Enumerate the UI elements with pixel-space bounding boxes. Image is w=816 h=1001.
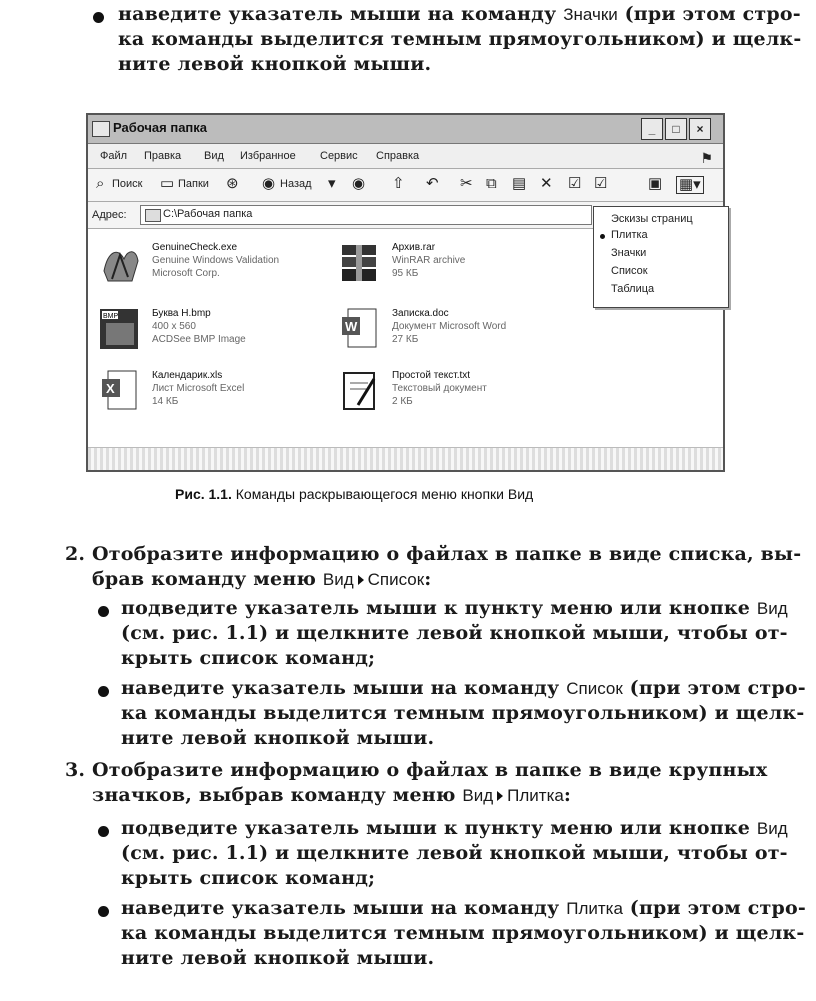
back-button[interactable]: Назад	[280, 178, 312, 190]
folders-button[interactable]: Папки	[178, 178, 209, 190]
menu-item-icons[interactable]: Значки	[611, 247, 647, 259]
item-3-bullet-2: наведите указатель мыши на команду Плитка (при этом стро- ка команды выделится темным прямоугольником) и щелк- ните левой кнопкой мыши.	[121, 897, 806, 969]
window-title: Рабочая папка	[113, 120, 208, 135]
item-3-bullet-1: подведите указатель мыши к пункту меню или кнопке Вид (см. рис. 1.1) и щелкните левой кнопкой мыши, чтобы от- крыть список команд;	[121, 817, 788, 889]
close-button[interactable]: ×	[689, 118, 711, 140]
file-area: GenuineCheck.exe Genuine Windows Validation Microsoft Corp. Архив.rar WinRAR archive 95 КБ BMP Буква Н.bmp 400 x 560 ACDSee BMP Image W Записка.doc Документ Microsoft Word 27 КБ X Календарик.xls Лист Microsoft Excel 14 КБ Простой текст.txt Текстовый документ 2 КБ	[88, 229, 723, 470]
svg-text:BMP: BMP	[103, 313, 119, 320]
check-icon[interactable]: ☑	[594, 175, 608, 192]
search-icon: ⌕	[96, 175, 105, 192]
maximize-button[interactable]: □	[665, 118, 687, 140]
bullet	[98, 906, 109, 917]
folders-icon: ▭	[160, 175, 175, 192]
back-icon: ◉	[262, 175, 276, 192]
bmp-icon	[98, 307, 142, 353]
windows-logo-icon: ⚑	[700, 150, 713, 166]
item-2-text: 2. Отобразите информацию о файлах в папке в виде списка, вы- брав команду меню Вид Список:	[65, 543, 802, 590]
map-drive-icon[interactable]: ▣	[648, 175, 663, 192]
bullet	[98, 606, 109, 617]
txt-icon	[338, 369, 382, 415]
chevron-down-icon[interactable]: ▾	[328, 175, 336, 192]
undo-icon[interactable]: ↶	[426, 175, 439, 192]
status-strip	[88, 447, 723, 470]
folder-icon	[145, 209, 161, 222]
menu-item-tiles[interactable]: Плитка	[611, 229, 648, 241]
svg-text:X: X	[106, 381, 115, 396]
bullet	[93, 12, 104, 23]
toolbar	[88, 169, 723, 202]
history-icon[interactable]: ⊛	[226, 175, 239, 192]
menu-edit[interactable]: Правка	[144, 150, 182, 162]
address-label: Адрес:	[92, 209, 127, 221]
figure-caption: Рис. 1.1. Команды раскрывающегося меню кнопки Вид	[175, 486, 534, 502]
title-bar	[88, 115, 723, 144]
arrow-right-icon	[358, 575, 364, 585]
explorer-window	[86, 113, 725, 472]
copy-icon[interactable]: ⧉	[486, 175, 497, 192]
menu-item-list[interactable]: Список	[611, 265, 648, 277]
menu-help[interactable]: Справка	[376, 150, 420, 162]
top-bullet-text: наведите указатель мыши на команду Значки (при этом стро- ка команды выделится темным прямоугольником) и щелк- ните левой кнопкой мыши.	[118, 3, 802, 75]
address-input[interactable]	[140, 205, 592, 225]
properties-icon[interactable]: ☑	[568, 175, 582, 192]
menu-bar	[88, 144, 723, 169]
arrow-right-icon	[497, 791, 503, 801]
bullet	[98, 686, 109, 697]
rar-icon	[338, 241, 382, 287]
menu-item-details[interactable]: Таблица	[611, 283, 655, 295]
menu-item-thumbnails[interactable]: Эскизы страниц	[611, 213, 693, 225]
exe-icon	[98, 241, 142, 287]
forward-icon[interactable]: ◉	[352, 175, 366, 192]
menu-tools[interactable]: Сервис	[320, 150, 358, 162]
address-value: C:\Рабочая папка	[163, 208, 253, 220]
up-folder-icon[interactable]: ⇧	[392, 175, 405, 192]
bullet	[98, 826, 109, 837]
minimize-button[interactable]: _	[641, 118, 663, 140]
xls-icon	[98, 369, 142, 415]
menu-favorites[interactable]: Избранное	[240, 150, 296, 162]
views-button-icon[interactable]: ▦▾	[676, 176, 704, 194]
paste-icon[interactable]: ▤	[512, 175, 527, 192]
item-3-text: 3. Отобразите информацию о файлах в папке в виде крупных значков, выбрав команду меню Вид Плитка:	[65, 759, 768, 806]
item-2-bullet-2: наведите указатель мыши на команду Список (при этом стро- ка команды выделится темным прямоугольником) и щелк- ните левой кнопкой мыши.	[121, 677, 806, 749]
delete-icon[interactable]: ✕	[540, 175, 553, 192]
menu-file[interactable]: Файл	[100, 150, 128, 162]
selected-dot-icon	[600, 234, 605, 239]
folder-icon	[92, 121, 110, 137]
doc-icon	[338, 307, 382, 353]
item-2-bullet-1: подведите указатель мыши к пункту меню или кнопке Вид (см. рис. 1.1) и щелкните левой кнопкой мыши, чтобы от- крыть список команд;	[121, 597, 788, 669]
search-button[interactable]: Поиск	[112, 178, 143, 190]
svg-text:W: W	[345, 319, 358, 334]
cut-icon[interactable]: ✂	[460, 175, 473, 192]
view-dropdown-menu	[593, 206, 729, 308]
menu-view[interactable]: Вид	[204, 150, 224, 162]
